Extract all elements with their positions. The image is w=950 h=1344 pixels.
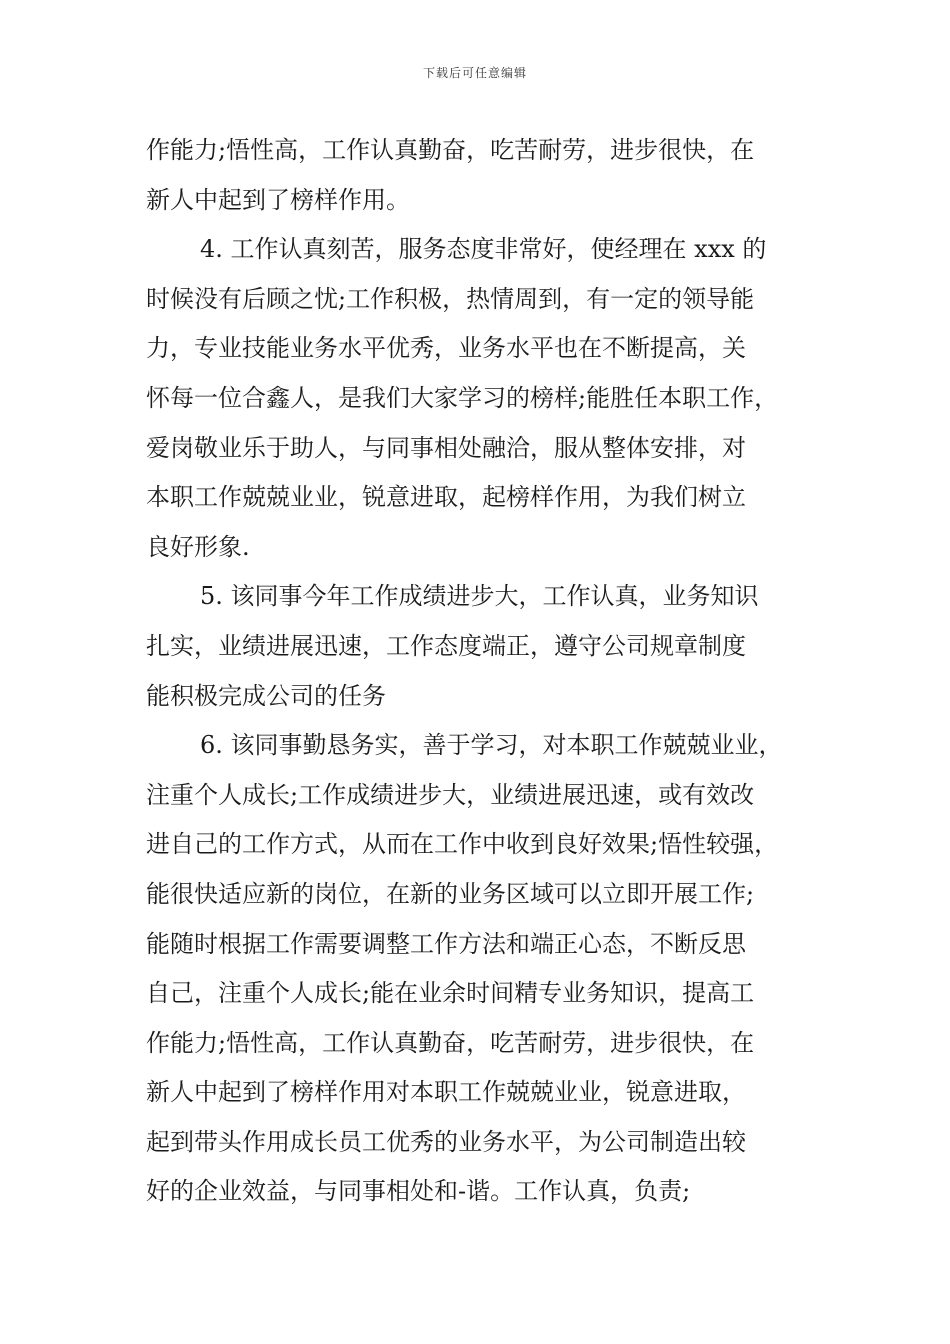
text-line: 进自己的工作方式，从而在工作中收到良好效果;悟性较强，: [146, 830, 779, 859]
text-line: 新人中起到了榜样作用对本职工作兢兢业业，锐意进取，: [146, 1078, 746, 1107]
text-line: 扎实，业绩进展迅速，工作态度端正，遵守公司规章制度: [146, 631, 746, 660]
text-line: 作能力;悟性高，工作认真勤奋，吃苦耐劳，进步很快，在: [146, 136, 755, 164]
document-body: [146, 126, 816, 1217]
text-line: 起到带头作用成长员工优秀的业务水平，为公司制造出较: [146, 1127, 746, 1156]
text-line: 时候没有后顾之忧;工作积极，热情周到，有一定的领导能: [146, 284, 755, 313]
list-item-5: 5. 该同事今年工作成绩进步大，工作认真，业务知识: [200, 582, 759, 611]
text-line: 能随时根据工作需要调整工作方法和端正心态，不断反思: [146, 929, 746, 958]
list-item-4: 4. 工作认真刻苦，服务态度非常好，使经理在 xxx 的: [200, 235, 767, 264]
text-line: 力，专业技能业务水平优秀，业务水平也在不断提高，关: [146, 334, 746, 363]
text-line: 本职工作兢兢业业，锐意进取，起榜样作用，为我们树立: [146, 483, 746, 512]
text-line: 能积极完成公司的任务: [146, 681, 386, 710]
text-line: 爱岗敬业乐于助人，与同事相处融洽，服从整体安排，对: [146, 433, 746, 462]
text-line: 作能力;悟性高，工作认真勤奋，吃苦耐劳，进步很快，在: [146, 1028, 755, 1057]
text-line: 良好形象.: [146, 532, 250, 561]
list-item-6: 6. 该同事勤恳务实，善于学习，对本职工作兢兢业业，: [200, 731, 783, 760]
page-header: 下载后可任意编辑: [422, 66, 527, 80]
text-line: 能很快适应新的岗位，在新的业务区域可以立即开展工作;: [146, 879, 755, 908]
text-line: 自己，注重个人成长;能在业余时间精专业务知识，提高工: [146, 979, 755, 1008]
text-line: 好的企业效益，与同事相处和-谐。工作认真，负责;: [146, 1177, 691, 1206]
text-line: 怀每一位合鑫人，是我们大家学习的榜样;能胜任本职工作，: [146, 383, 779, 412]
text-line: 新人中起到了榜样作用。: [146, 185, 410, 214]
text-line: 注重个人成长;工作成绩进步大，业绩进展迅速，或有效改: [146, 780, 755, 809]
